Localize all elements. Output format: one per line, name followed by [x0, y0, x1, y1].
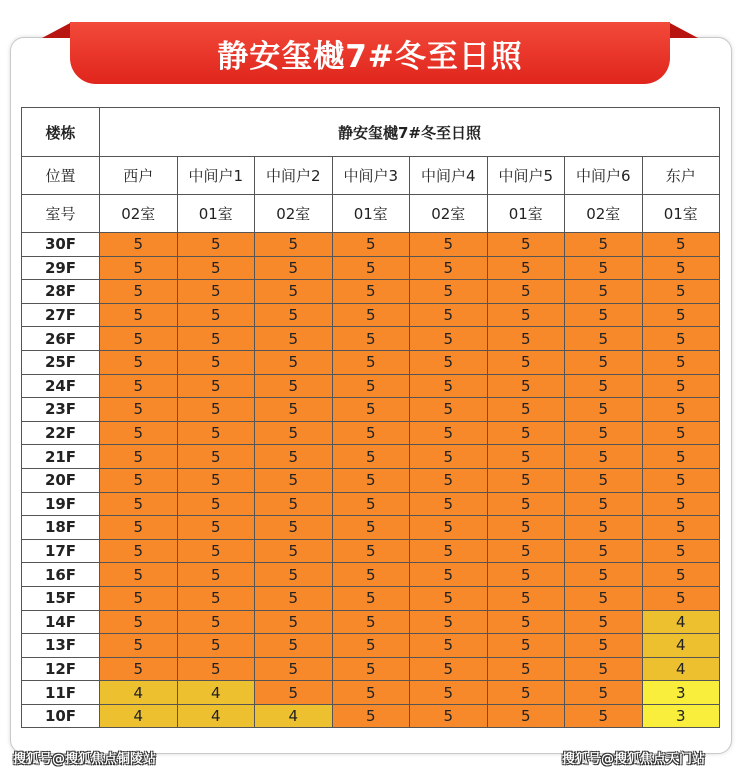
sunlight-hours-cell: 5 [100, 280, 178, 304]
room-header-5: 02室 [410, 195, 488, 233]
sunlight-hours-cell: 5 [332, 421, 410, 445]
sunlight-hours-cell: 5 [255, 445, 333, 469]
sunlight-hours-cell: 5 [487, 468, 565, 492]
sunlight-hours-cell: 5 [100, 468, 178, 492]
floor-label: 23F [22, 398, 100, 422]
sunlight-hours-cell: 5 [332, 327, 410, 351]
sunlight-hours-cell: 5 [332, 350, 410, 374]
table-row [22, 492, 720, 516]
sunlight-hours-cell: 5 [410, 468, 488, 492]
sunlight-hours-cell: 5 [177, 539, 255, 563]
floor-label: 21F [22, 445, 100, 469]
sunlight-hours-cell: 5 [255, 374, 333, 398]
sunlight-hours-cell: 5 [332, 516, 410, 540]
sunlight-hours-cell: 5 [177, 280, 255, 304]
sunlight-hours-cell: 5 [565, 563, 643, 587]
sunlight-hours-cell: 5 [487, 445, 565, 469]
sunlight-hours-cell: 5 [642, 445, 720, 469]
sunlight-hours-cell: 5 [100, 492, 178, 516]
sunlight-hours-cell: 4 [642, 610, 720, 634]
sunlight-hours-cell: 5 [255, 256, 333, 280]
sunlight-hours-cell: 5 [487, 563, 565, 587]
sunlight-hours-cell: 5 [642, 563, 720, 587]
sunlight-hours-cell: 5 [642, 256, 720, 280]
position-header-7: 中间户6 [565, 157, 643, 195]
sunlight-hours-cell: 5 [565, 256, 643, 280]
sunlight-hours-cell: 5 [255, 350, 333, 374]
sunlight-hours-cell: 5 [100, 586, 178, 610]
sunlight-hours-cell: 5 [487, 657, 565, 681]
sunlight-hours-cell: 5 [177, 374, 255, 398]
sunlight-hours-cell: 5 [565, 350, 643, 374]
sunlight-hours-cell: 5 [565, 280, 643, 304]
floor-label: 14F [22, 610, 100, 634]
sunlight-hours-cell: 5 [255, 233, 333, 257]
sunlight-hours-cell: 5 [410, 350, 488, 374]
sunlight-hours-cell: 5 [255, 657, 333, 681]
table-row [22, 303, 720, 327]
floor-label: 12F [22, 657, 100, 681]
sunlight-hours-cell: 5 [487, 327, 565, 351]
watermark-right: 搜狐号@搜狐焦点天门站 [562, 752, 706, 767]
sunlight-hours-cell: 5 [487, 303, 565, 327]
sunlight-hours-cell: 5 [100, 303, 178, 327]
position-header-1: 西户 [100, 157, 178, 195]
sunlight-hours-cell: 5 [332, 586, 410, 610]
sunlight-hours-cell: 5 [565, 681, 643, 705]
room-header-6: 01室 [487, 195, 565, 233]
sunlight-hours-cell: 5 [410, 256, 488, 280]
sunlight-hours-cell: 5 [642, 374, 720, 398]
floor-label: 28F [22, 280, 100, 304]
sunlight-hours-cell: 5 [642, 421, 720, 445]
sunlight-hours-cell: 5 [487, 350, 565, 374]
sunlight-hours-cell: 5 [487, 634, 565, 658]
sunlight-hours-cell: 5 [487, 539, 565, 563]
sunlight-hours-cell: 5 [332, 233, 410, 257]
sunlight-hours-cell: 5 [410, 516, 488, 540]
floor-label: 15F [22, 586, 100, 610]
sunlight-hours-cell: 5 [255, 303, 333, 327]
sunlight-hours-cell: 4 [100, 681, 178, 705]
sunlight-hours-cell: 5 [642, 516, 720, 540]
sunlight-hours-cell: 5 [410, 492, 488, 516]
room-label: 室号 [22, 195, 100, 233]
building-label: 楼栋 [22, 108, 100, 157]
sunlight-hours-cell: 5 [100, 516, 178, 540]
sunlight-hours-cell: 5 [565, 327, 643, 351]
table-row [22, 233, 720, 257]
floor-label: 19F [22, 492, 100, 516]
room-header-2: 01室 [177, 195, 255, 233]
sunlight-hours-cell: 3 [642, 681, 720, 705]
position-header-8: 东户 [642, 157, 720, 195]
sunlight-hours-cell: 5 [255, 421, 333, 445]
table-row [22, 657, 720, 681]
floor-label: 17F [22, 539, 100, 563]
sunlight-hours-cell: 5 [100, 327, 178, 351]
sunlight-hours-cell: 5 [565, 492, 643, 516]
sunlight-hours-cell: 5 [177, 492, 255, 516]
sunlight-hours-cell: 5 [100, 539, 178, 563]
sunlight-hours-cell: 5 [100, 421, 178, 445]
banner-fold-right [668, 22, 698, 38]
sunlight-hours-cell: 5 [332, 634, 410, 658]
sunlight-hours-cell: 4 [177, 704, 255, 728]
sunlight-hours-cell: 5 [177, 233, 255, 257]
sunlight-hours-cell: 5 [332, 563, 410, 587]
sunlight-hours-cell: 5 [410, 445, 488, 469]
sunlight-hours-cell: 5 [410, 421, 488, 445]
sunlight-hours-cell: 5 [255, 468, 333, 492]
sunlight-hours-cell: 5 [565, 610, 643, 634]
sunlight-hours-cell: 5 [100, 233, 178, 257]
position-header-4: 中间户3 [332, 157, 410, 195]
sunlight-hours-cell: 5 [487, 374, 565, 398]
room-header-4: 01室 [332, 195, 410, 233]
sunlight-hours-cell: 5 [255, 681, 333, 705]
sunlight-hours-cell: 5 [642, 233, 720, 257]
floor-label: 10F [22, 704, 100, 728]
sunlight-hours-cell: 5 [255, 539, 333, 563]
sunlight-hours-cell: 5 [642, 586, 720, 610]
sunlight-hours-cell: 5 [100, 374, 178, 398]
sunlight-hours-cell: 5 [487, 492, 565, 516]
sunlight-hours-cell: 5 [177, 398, 255, 422]
banner-title: 静安玺樾7#冬至日照 [217, 38, 523, 75]
sunlight-hours-cell: 5 [410, 303, 488, 327]
table-row [22, 610, 720, 634]
sunlight-hours-cell: 5 [177, 303, 255, 327]
table-row [22, 586, 720, 610]
sunlight-hours-cell: 5 [255, 586, 333, 610]
sunlight-hours-cell: 5 [565, 539, 643, 563]
sunlight-hours-cell: 5 [177, 563, 255, 587]
sunlight-hours-cell: 5 [100, 563, 178, 587]
sunlight-hours-cell: 4 [177, 681, 255, 705]
sunlight-hours-cell: 5 [100, 350, 178, 374]
sunlight-hours-cell: 5 [410, 563, 488, 587]
sunlight-hours-cell: 5 [565, 657, 643, 681]
sunlight-hours-cell: 5 [565, 421, 643, 445]
position-header-6: 中间户5 [487, 157, 565, 195]
title-banner [70, 22, 670, 84]
sunlight-hours-cell: 5 [177, 634, 255, 658]
sunlight-hours-cell: 5 [410, 327, 488, 351]
sunlight-hours-cell: 5 [487, 398, 565, 422]
room-header-1: 02室 [100, 195, 178, 233]
sunlight-hours-cell: 5 [642, 350, 720, 374]
floor-label: 13F [22, 634, 100, 658]
floor-label: 30F [22, 233, 100, 257]
floor-label: 25F [22, 350, 100, 374]
table-row [22, 350, 720, 374]
table-row [22, 563, 720, 587]
sunlight-hours-cell: 5 [255, 280, 333, 304]
table-row [22, 327, 720, 351]
sunlight-hours-cell: 5 [642, 327, 720, 351]
sunlight-hours-cell: 5 [177, 657, 255, 681]
sunlight-hours-cell: 5 [100, 610, 178, 634]
sunlight-hours-cell: 5 [487, 586, 565, 610]
sunlight-hours-cell: 5 [332, 398, 410, 422]
sunlight-hours-cell: 5 [177, 586, 255, 610]
table-row [22, 398, 720, 422]
watermark-left: 搜狐号@搜狐焦点铜陵站 [13, 752, 157, 767]
table-row [22, 539, 720, 563]
sunlight-hours-cell: 5 [410, 610, 488, 634]
sunlight-hours-cell: 4 [642, 634, 720, 658]
sunlight-hours-cell: 4 [642, 657, 720, 681]
sunlight-hours-cell: 5 [332, 303, 410, 327]
sunlight-hours-cell: 5 [642, 303, 720, 327]
sunlight-hours-cell: 5 [332, 445, 410, 469]
sunlight-hours-cell: 5 [487, 610, 565, 634]
table-row [22, 681, 720, 705]
table-row [22, 634, 720, 658]
sunlight-hours-cell: 5 [487, 256, 565, 280]
sunlight-hours-cell: 5 [255, 563, 333, 587]
banner-fold-left [42, 22, 72, 38]
sunlight-hours-cell: 5 [177, 327, 255, 351]
sunlight-hours-cell: 5 [255, 327, 333, 351]
sunlight-hours-cell: 3 [642, 704, 720, 728]
sunlight-hours-cell: 5 [487, 233, 565, 257]
sunlight-hours-cell: 5 [410, 681, 488, 705]
sunlight-table [21, 107, 720, 728]
table-row [22, 374, 720, 398]
table-row [22, 280, 720, 304]
sunlight-hours-cell: 5 [565, 468, 643, 492]
sunlight-hours-cell: 5 [255, 398, 333, 422]
sunlight-hours-cell: 5 [255, 516, 333, 540]
sunlight-hours-cell: 5 [410, 586, 488, 610]
sunlight-hours-cell: 5 [177, 421, 255, 445]
sunlight-hours-cell: 5 [410, 539, 488, 563]
sunlight-hours-cell: 5 [410, 704, 488, 728]
sunlight-hours-cell: 5 [332, 610, 410, 634]
sunlight-hours-cell: 5 [565, 303, 643, 327]
sunlight-hours-cell: 5 [642, 539, 720, 563]
sunlight-hours-cell: 5 [332, 704, 410, 728]
sunlight-hours-cell: 5 [410, 280, 488, 304]
sunlight-hours-cell: 5 [487, 704, 565, 728]
sunlight-hours-cell: 5 [565, 374, 643, 398]
sunlight-hours-cell: 5 [642, 468, 720, 492]
sunlight-hours-cell: 5 [332, 492, 410, 516]
sunlight-hours-cell: 5 [487, 681, 565, 705]
room-header-8: 01室 [642, 195, 720, 233]
sunlight-hours-cell: 5 [565, 634, 643, 658]
table-row [22, 421, 720, 445]
floor-label: 16F [22, 563, 100, 587]
sunlight-hours-cell: 5 [177, 516, 255, 540]
sunlight-hours-cell: 5 [255, 610, 333, 634]
sunlight-hours-cell: 5 [410, 634, 488, 658]
room-header-7: 02室 [565, 195, 643, 233]
sunlight-hours-cell: 5 [642, 398, 720, 422]
table-row [22, 704, 720, 728]
sunlight-hours-cell: 5 [100, 256, 178, 280]
sunlight-hours-cell: 5 [410, 233, 488, 257]
sunlight-hours-cell: 5 [100, 634, 178, 658]
sunlight-hours-cell: 5 [487, 516, 565, 540]
sunlight-hours-cell: 5 [565, 586, 643, 610]
sunlight-hours-cell: 5 [410, 398, 488, 422]
sunlight-hours-cell: 5 [332, 468, 410, 492]
sunlight-hours-cell: 5 [332, 657, 410, 681]
sunlight-hours-cell: 5 [255, 634, 333, 658]
sunlight-hours-cell: 5 [100, 398, 178, 422]
sunlight-hours-cell: 5 [332, 256, 410, 280]
sunlight-hours-cell: 5 [100, 657, 178, 681]
floor-label: 26F [22, 327, 100, 351]
room-header-3: 02室 [255, 195, 333, 233]
position-header-2: 中间户1 [177, 157, 255, 195]
position-header-5: 中间户4 [410, 157, 488, 195]
sunlight-hours-cell: 5 [332, 374, 410, 398]
sunlight-hours-cell: 5 [255, 492, 333, 516]
sunlight-hours-cell: 4 [100, 704, 178, 728]
sunlight-hours-cell: 5 [487, 280, 565, 304]
sunlight-hours-cell: 5 [487, 421, 565, 445]
floor-label: 20F [22, 468, 100, 492]
sunlight-hours-cell: 5 [565, 398, 643, 422]
table-row [22, 516, 720, 540]
sunlight-hours-cell: 5 [177, 468, 255, 492]
sunlight-hours-cell: 5 [565, 516, 643, 540]
sunlight-hours-cell: 5 [177, 350, 255, 374]
floor-label: 27F [22, 303, 100, 327]
floor-label: 24F [22, 374, 100, 398]
floor-label: 22F [22, 421, 100, 445]
position-header-3: 中间户2 [255, 157, 333, 195]
sunlight-hours-cell: 5 [642, 492, 720, 516]
sunlight-hours-cell: 5 [565, 704, 643, 728]
sunlight-hours-cell: 5 [332, 280, 410, 304]
sunlight-hours-cell: 5 [177, 610, 255, 634]
table-row [22, 445, 720, 469]
position-label: 位置 [22, 157, 100, 195]
sunlight-hours-cell: 5 [410, 374, 488, 398]
sunlight-hours-cell: 5 [565, 445, 643, 469]
sunlight-hours-cell: 5 [565, 233, 643, 257]
sunlight-hours-cell: 5 [642, 280, 720, 304]
table-row [22, 468, 720, 492]
sunlight-hours-cell: 4 [255, 704, 333, 728]
floor-label: 18F [22, 516, 100, 540]
floor-label: 29F [22, 256, 100, 280]
table-row [22, 256, 720, 280]
sunlight-hours-cell: 5 [332, 539, 410, 563]
sunlight-hours-cell: 5 [177, 445, 255, 469]
table-title: 静安玺樾7#冬至日照 [100, 108, 720, 157]
sunlight-hours-cell: 5 [100, 445, 178, 469]
sunlight-hours-cell: 5 [410, 657, 488, 681]
floor-label: 11F [22, 681, 100, 705]
sunlight-hours-cell: 5 [332, 681, 410, 705]
sunlight-hours-cell: 5 [177, 256, 255, 280]
